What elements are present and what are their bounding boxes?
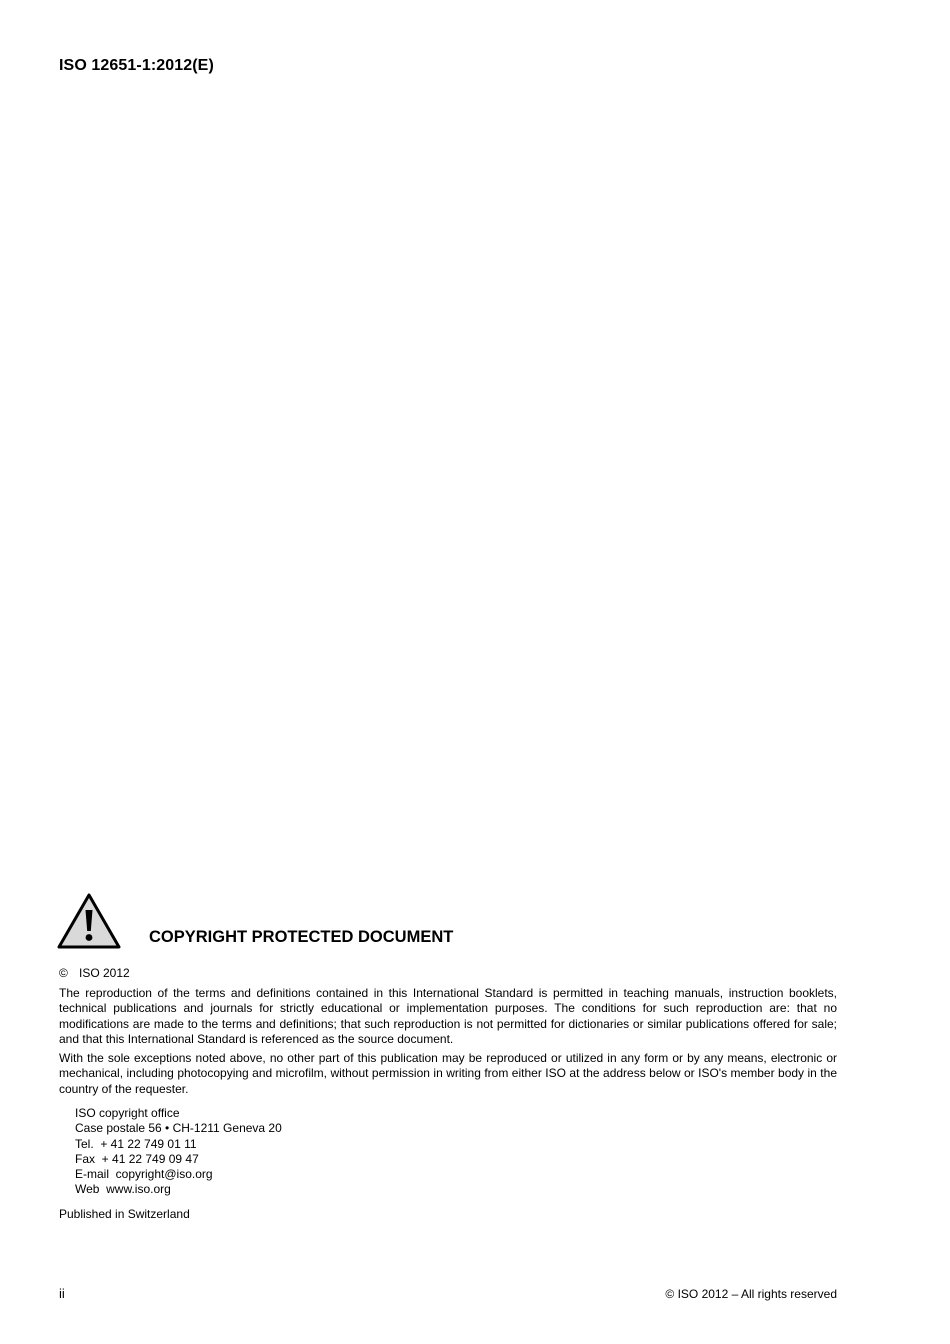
- address-web: Web www.iso.org: [75, 1182, 171, 1197]
- page-number: ii: [59, 1286, 65, 1301]
- warning-icon: [57, 893, 121, 949]
- address-office: ISO copyright office: [75, 1106, 180, 1120]
- copyright-symbol: ©: [59, 966, 68, 980]
- copyright-year-line: [59, 966, 130, 980]
- address-postal: Case postale 56 • CH-1211 Geneva 20: [75, 1121, 282, 1136]
- address-email: E-mail copyright@iso.org: [75, 1167, 213, 1182]
- published-location: Published in Switzerland: [59, 1207, 190, 1221]
- address-tel: Tel. + 41 22 749 01 11: [75, 1136, 197, 1151]
- reproduction-paragraph: The reproduction of the terms and definitions contained in this International Standard is permitted in teaching manuals, instruction booklets, technical publications and journals for strictly educational or implementation purposes. The conditions for such reproduction are: that no modifications are made to the terms and definitions; that such reproduction is not permitted for dictionaries or similar publications offered for sale; and that this International Standard is referenced as the source document.: [59, 986, 837, 1046]
- copyright-office-address: [75, 1106, 282, 1198]
- document-id: ISO 12651-1:2012(E): [59, 57, 214, 74]
- address-fax: Fax + 41 22 749 09 47: [75, 1151, 199, 1166]
- exceptions-paragraph: With the sole exceptions noted above, no other part of this publication may be reproduced or utilized in any form or by any means, electronic or mechanical, including photocopying and microfilm, without permission in writing from either ISO at the address below or ISO's member body in the country of the requester.: [59, 1051, 837, 1096]
- copyright-year: ISO 2012: [79, 966, 130, 980]
- footer-rights: © ISO 2012 – All rights reserved: [665, 1287, 837, 1301]
- copyright-heading: COPYRIGHT PROTECTED DOCUMENT: [149, 928, 454, 946]
